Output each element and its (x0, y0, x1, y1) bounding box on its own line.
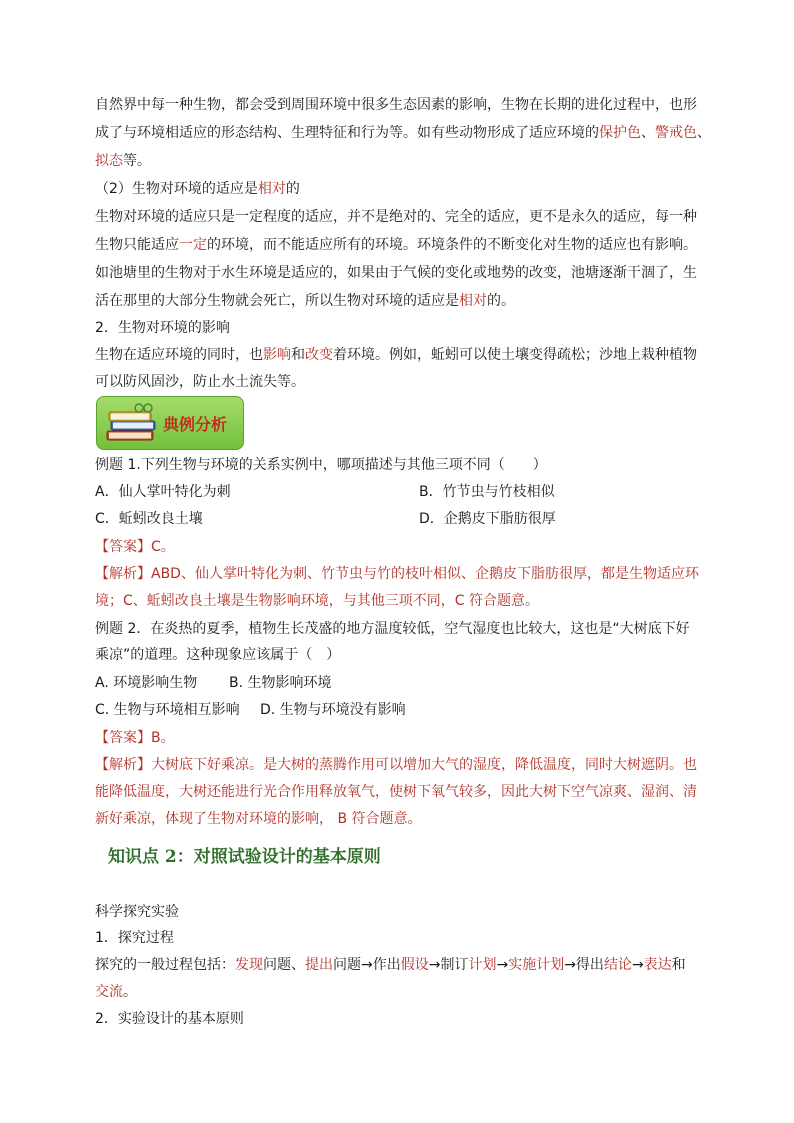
text: 的。 (487, 293, 515, 309)
subheading (95, 179, 300, 199)
text: 乘凉”的道理。这种现象应该属于（ ） (95, 647, 341, 663)
highlight-term: 影响 (263, 347, 291, 363)
option-c: C. 生物与环境相互影响 (95, 702, 240, 718)
highlight-term: 计划 (468, 957, 497, 973)
text: 生物对环境的适应只是一定程度的适应，并不是绝对的、完全的适应，更不是永久的适应，每一种 (95, 209, 697, 225)
option-d: D．企鹅皮下脂肪很厚 (419, 511, 556, 527)
text: 探究的一般过程包括： (95, 957, 235, 973)
highlight-term: 拟态 (95, 153, 123, 169)
explanation-label: 【解析】 (95, 757, 151, 773)
text: 例题 1.下列生物与环境的关系实例中，哪项描述与其他三项不同（ ） (95, 457, 547, 473)
answer-line (95, 537, 175, 557)
option-b: B．竹节虫与竹枝相似 (419, 484, 555, 500)
highlight-term: 相对 (257, 181, 286, 197)
text: 科学探究实验 (95, 904, 179, 920)
highlight-term: 警戒色 (655, 125, 697, 141)
text: 问题、 (263, 957, 305, 973)
text: → (631, 957, 644, 973)
explanation-line (95, 809, 422, 829)
text: →得出 (564, 957, 604, 973)
answer-value: C。 (151, 539, 175, 555)
text: 和 (291, 347, 305, 363)
option-c: C．蚯蚓改良土壤 (95, 511, 203, 527)
section-heading (95, 1009, 244, 1029)
text: 2．生物对环境的影响 (95, 320, 230, 336)
text: 、 (697, 125, 711, 141)
text: 可以防风固沙，防止水土流失等。 (95, 374, 305, 390)
option-b: B. 生物影响环境 (229, 675, 332, 691)
paragraph-line (95, 263, 697, 283)
paragraph-line (95, 123, 711, 143)
highlight-term: 改变 (305, 347, 333, 363)
knowledge-point-heading: 知识点 2：对照试验设计的基本原则 (108, 847, 381, 867)
explanation-label: 【解析】 (95, 566, 151, 582)
text: 着环境。例如，蚯蚓可以使土壤变得疏松；沙地上栽种植物 (333, 347, 697, 363)
section-heading (95, 318, 230, 338)
highlight-term: 结论 (603, 957, 632, 973)
highlight-term: 提出 (305, 957, 333, 973)
explanation-text: 境；C、蚯蚓改良土壤是生物影响环境，与其他三项不同，C 符合题意。 (95, 593, 539, 609)
option-d: D. 生物与环境没有影响 (260, 702, 406, 718)
text: 成了与环境相适应的形态结构、生理特征和行为等。如有些动物形成了适应环境的 (95, 125, 599, 141)
answer-value: B。 (151, 730, 175, 746)
text: 2．实验设计的基本原则 (95, 1011, 244, 1027)
paragraph-line (95, 291, 515, 311)
paragraph-line (95, 207, 697, 227)
explanation-text: 新好乘凉，体现了生物对环境的影响， B 符合题意。 (95, 811, 422, 827)
question-stem (95, 619, 690, 639)
paragraph-line (95, 235, 697, 255)
text: 和 (671, 957, 686, 973)
highlight-term: 发现 (235, 957, 263, 973)
option-a: A．仙人掌叶特化为刺 (95, 484, 231, 500)
text: →制订 (428, 957, 469, 973)
highlight-term: 实施计划 (508, 957, 565, 973)
badge-label: 典例分析 (163, 415, 228, 434)
text: 活在那里的大部分生物就会死亡，所以生物对环境的适应是 (95, 293, 459, 309)
highlight-term: 保护色 (599, 125, 641, 141)
text: 、 (641, 125, 655, 141)
explanation-line (95, 564, 699, 584)
highlight-term: 交流 (95, 984, 123, 1000)
question-stem (95, 455, 547, 475)
section-heading (95, 928, 174, 948)
text: （2）生物对环境的适应是 (95, 181, 258, 197)
text: 自然界中每一种生物，都会受到周围环境中很多生态因素的影响，生物在长期的进化过程中，也形 (95, 97, 697, 113)
text: 等。 (123, 153, 151, 169)
highlight-term: 表达 (643, 957, 672, 973)
text: 1．探究过程 (95, 930, 174, 946)
text: 生物在适应环境的同时，也 (95, 347, 263, 363)
highlight-term: 假设 (400, 957, 429, 973)
text: 如池塘里的生物对于水生环境是适应的，如果由于气候的变化或地势的改变，池塘逐渐干涸了，生 (95, 265, 697, 281)
explanation-line (95, 782, 697, 802)
explanation-text: 大树底下好乘凉。是大树的蒸腾作用可以增加大气的湿度，降低温度，同时大树遮阴。也 (151, 757, 697, 773)
paragraph-line (95, 345, 697, 365)
explanation-text: ABD、仙人掌叶特化为刺、竹节虫与竹的枝叶相似、企鹅皮下脂肪很厚，都是生物适应环 (151, 566, 699, 582)
text: → (496, 957, 509, 973)
answer-line (95, 728, 175, 748)
text: 的 (285, 181, 300, 197)
text: 的环境，而不能适应所有的环境。环境条件的不断变化对生物的适应也有影响。 (207, 237, 697, 253)
paragraph-line (95, 95, 697, 115)
paragraph-line (95, 955, 686, 975)
explanation-line (95, 755, 697, 775)
paragraph-line (95, 982, 137, 1002)
answer-label: 【答案】 (95, 730, 151, 746)
text: 例题 2．在炎热的夏季，植物生长茂盛的地方温度较低，空气湿度也比较大，这也是“大树底下好 (95, 621, 690, 637)
question-stem (95, 645, 340, 665)
section-heading (95, 902, 179, 922)
highlight-term: 相对 (459, 293, 487, 309)
explanation-text: 能降低温度，大树还能进行光合作用释放氧气，使树下氧气较多，因此大树下空气凉爽、湿润、清 (95, 784, 697, 800)
text: 。 (123, 984, 137, 1000)
books-icon (103, 401, 161, 445)
answer-label: 【答案】 (95, 539, 151, 555)
paragraph-line (95, 151, 151, 171)
option-a: A. 环境影响生物 (95, 675, 198, 691)
text: 生物只能适应 (95, 237, 179, 253)
example-analysis-badge (96, 396, 244, 450)
explanation-line (95, 591, 539, 611)
highlight-term: 一定 (179, 237, 207, 253)
text: 问题→作出 (333, 957, 401, 973)
paragraph-line (95, 372, 305, 392)
